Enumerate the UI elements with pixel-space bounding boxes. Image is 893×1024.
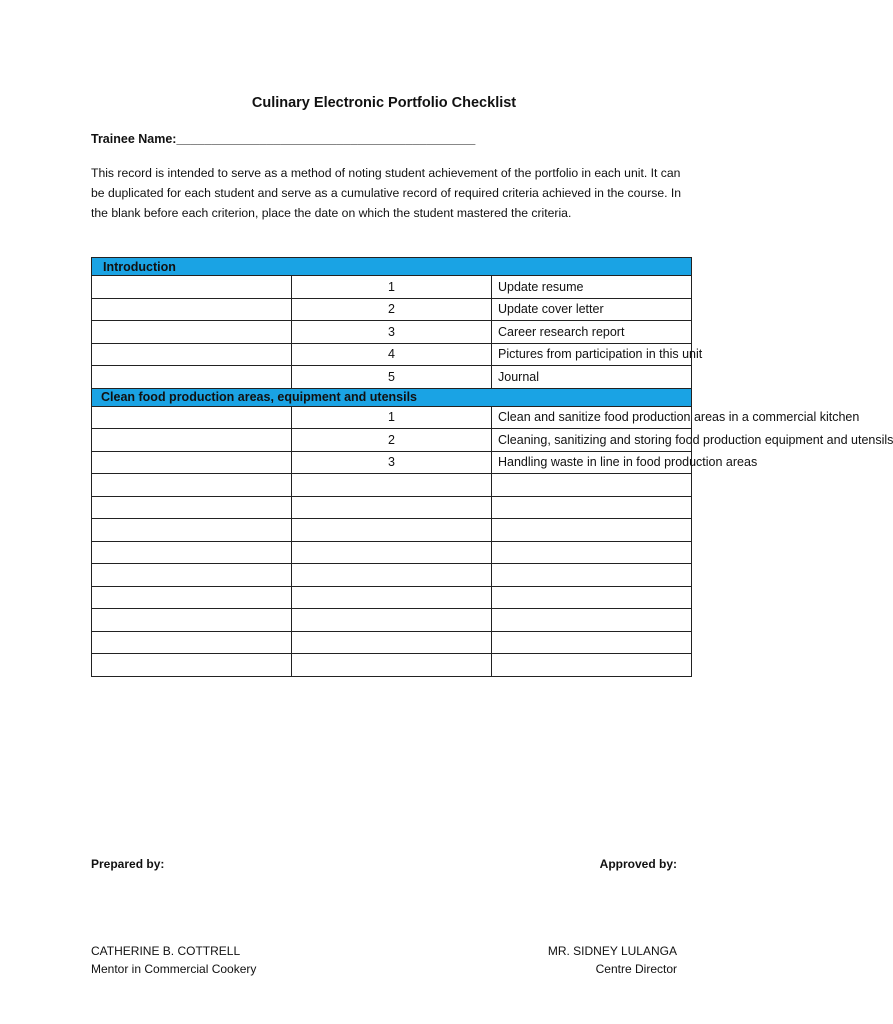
preparer-role: Mentor in Commercial Cookery xyxy=(91,962,257,976)
item-number xyxy=(292,631,492,654)
intro-paragraph: This record is intended to serve as a method of noting student achievement of the portfolio in each unit. It can be duplicated for each student and serve as a cumulative record of required criteria achieved in the course. In the blank before each criterion, place the date on which the student mastered the criteria. xyxy=(91,166,682,220)
item-number: 3 xyxy=(292,321,492,344)
date-cell[interactable] xyxy=(92,609,292,632)
criterion-text xyxy=(492,631,692,654)
empty-row xyxy=(92,474,692,497)
approved-by-label: Approved by: xyxy=(599,857,677,871)
page-title: Culinary Electronic Portfolio Checklist xyxy=(251,95,517,111)
table-row xyxy=(92,406,692,429)
item-number: 2 xyxy=(292,298,492,321)
date-cell[interactable] xyxy=(92,474,292,497)
section-header-clean-food-production xyxy=(92,388,692,406)
checklist-table xyxy=(91,257,893,677)
date-cell[interactable] xyxy=(92,496,292,519)
criterion-text: Update cover letter xyxy=(492,298,692,321)
criterion-text: Journal xyxy=(492,366,692,389)
item-number xyxy=(292,519,492,542)
item-number: 4 xyxy=(292,343,492,366)
date-cell[interactable] xyxy=(92,451,292,474)
criterion-text xyxy=(492,496,692,519)
criterion-text: Cleaning, sanitizing and storing food production equipment and utensils xyxy=(492,429,692,452)
empty-row xyxy=(92,586,692,609)
criterion-text: Clean and sanitize food production areas in a commercial kitchen xyxy=(492,406,692,429)
date-cell[interactable] xyxy=(92,298,292,321)
table-row xyxy=(92,298,692,321)
item-number xyxy=(292,541,492,564)
prepared-by-label: Prepared by: xyxy=(91,857,165,871)
date-cell[interactable] xyxy=(92,541,292,564)
criterion-text: Career research report xyxy=(492,321,692,344)
item-number xyxy=(292,496,492,519)
criterion-text xyxy=(492,654,692,677)
date-cell[interactable] xyxy=(92,564,292,587)
date-cell[interactable] xyxy=(92,654,292,677)
approver-name: MR. SIDNEY LULANGA xyxy=(547,944,677,958)
item-number xyxy=(292,564,492,587)
empty-row xyxy=(92,496,692,519)
date-cell[interactable] xyxy=(92,586,292,609)
section-header-introduction xyxy=(92,258,692,276)
criterion-text xyxy=(492,519,692,542)
empty-row xyxy=(92,631,692,654)
criterion-text: Update resume xyxy=(492,276,692,299)
approver-role: Centre Director xyxy=(595,962,677,976)
item-number: 2 xyxy=(292,429,492,452)
item-number xyxy=(292,474,492,497)
criterion-text xyxy=(492,541,692,564)
date-cell[interactable] xyxy=(92,343,292,366)
empty-row xyxy=(92,541,692,564)
section-title: Introduction xyxy=(92,258,692,276)
date-cell[interactable] xyxy=(92,406,292,429)
table-row xyxy=(92,321,692,344)
item-number: 1 xyxy=(292,276,492,299)
criterion-text xyxy=(492,564,692,587)
item-number: 5 xyxy=(292,366,492,389)
item-number xyxy=(292,609,492,632)
item-number xyxy=(292,586,492,609)
date-cell[interactable] xyxy=(92,276,292,299)
criterion-text: Handling waste in line in food production areas xyxy=(492,451,692,474)
item-number xyxy=(292,654,492,677)
empty-row xyxy=(92,519,692,542)
date-cell[interactable] xyxy=(92,321,292,344)
table-row xyxy=(92,343,692,366)
empty-row xyxy=(92,564,692,587)
item-number: 1 xyxy=(292,406,492,429)
item-number: 3 xyxy=(292,451,492,474)
date-cell[interactable] xyxy=(92,631,292,654)
empty-row xyxy=(92,654,692,677)
trainee-name-field[interactable]: Trainee Name:___________________________________________ xyxy=(91,132,476,146)
table-row xyxy=(92,429,692,452)
date-cell[interactable] xyxy=(92,519,292,542)
criterion-text xyxy=(492,586,692,609)
date-cell[interactable] xyxy=(92,429,292,452)
date-cell[interactable] xyxy=(92,366,292,389)
table-row xyxy=(92,276,692,299)
empty-row xyxy=(92,609,692,632)
section-title: Clean food production areas, equipment and utensils xyxy=(92,388,692,406)
criterion-text xyxy=(492,609,692,632)
table-row xyxy=(92,366,692,389)
criterion-text xyxy=(492,474,692,497)
table-row xyxy=(92,451,692,474)
preparer-name: CATHERINE B. COTTRELL xyxy=(91,944,241,958)
criterion-text: Pictures from participation in this unit xyxy=(492,343,692,366)
